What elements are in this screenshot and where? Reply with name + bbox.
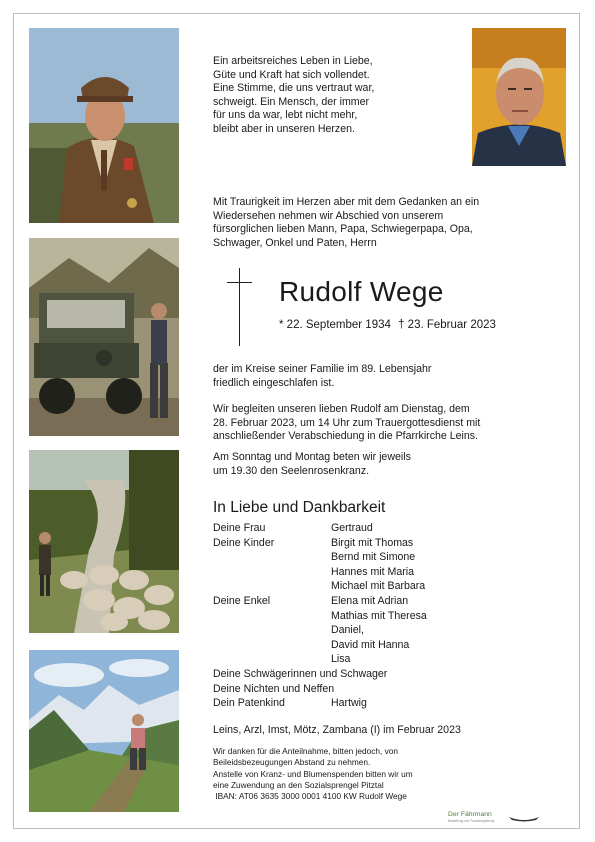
family-label: Dein Patenkind [213, 697, 285, 710]
family-name: David mit Hanna [331, 638, 410, 651]
family-label: Deine Schwägerinnen und Schwager [213, 667, 388, 680]
passing-text [213, 363, 543, 390]
family-name: Mathias mit Theresa [331, 609, 427, 622]
logo-tagline: Bestattung und Trauerbegleitung [448, 818, 495, 823]
rosary-line: Am Sonntag und Montag beten wir jeweils [213, 451, 411, 463]
photo-truck [29, 238, 179, 436]
thanks-line: Anstelle von Kranz- und Blumenspenden bitten wir um [213, 768, 413, 779]
logo-name: Der Fährmann [448, 811, 492, 818]
family-name: Hannes mit Maria [331, 565, 415, 578]
poem-line: bleibt aber in unseren Herzen. [213, 122, 355, 135]
birth-date: * 22. September 1934 [279, 319, 391, 331]
boat-icon [508, 814, 540, 822]
family-row-children [213, 536, 427, 594]
funeral-line: anschließender Verabschiedung in die Pfarrkirche Leins. [213, 430, 478, 443]
intro-line: fürsorglichen lieben Mann, Papa, Schwiegerpapa, Opa, [213, 223, 473, 236]
thanks-line: Beileidsbezeugungen Abstand zu nehmen. [213, 757, 371, 768]
place-date: Leins, Arzl, Imst, Mötz, Zambana (I) im Februar 2023 [213, 724, 461, 736]
life-dates [279, 318, 500, 332]
family-name: Hartwig [331, 697, 367, 710]
rosary-line: um 19.30 den Seelenrosenkranz. [213, 464, 370, 477]
poem-line: für uns da war, lebt nicht mehr, [213, 109, 358, 122]
family-name: Daniel, [331, 624, 364, 637]
photo-portrait-elderly [472, 28, 566, 166]
cross-icon [239, 268, 240, 346]
family-name: Lisa [331, 653, 351, 666]
family-list [213, 521, 427, 711]
death-date: † 23. Februar 2023 [398, 319, 496, 331]
passing-line: friedlich eingeschlafen ist. [213, 376, 335, 389]
photo-uniform-portrait [29, 28, 179, 223]
thanks-line: IBAN: AT06 3635 3000 0001 4100 KW Rudolf Wege [213, 791, 407, 802]
family-row-wife [213, 521, 427, 536]
poem-line: Ein arbeitsreiches Leben in Liebe, [213, 55, 373, 67]
poem-line: schweigt. Ein Mensch, der immer [213, 95, 370, 108]
family-name: Elena mit Adrian [331, 594, 409, 607]
rosary-text [213, 451, 543, 478]
poem-line: Eine Stimme, die uns vertraut war, [213, 82, 375, 95]
family-heading: In Liebe und Dankbarkeit [213, 499, 386, 516]
funeral-line: 28. Februar 2023, um 14 Uhr zum Trauergottesdienst mit [213, 416, 481, 429]
family-row-siblings-in-law [213, 667, 427, 682]
family-name: Gertraud [331, 522, 373, 534]
family-name: Bernd mit Simone [331, 551, 416, 564]
photo-sheep [29, 450, 179, 633]
thanks-text [213, 746, 493, 802]
passing-line: der im Kreise seiner Familie im 89. Lebensjahr [213, 363, 432, 375]
poem [213, 55, 423, 137]
photo-mountains [29, 650, 179, 812]
family-name: Michael mit Barbara [331, 580, 426, 593]
family-name: Birgit mit Thomas [331, 536, 414, 549]
deceased-name: Rudolf Wege [279, 276, 444, 307]
intro-line: Mit Traurigkeit im Herzen aber mit dem Gedanken an ein [213, 196, 480, 208]
family-label: Deine Enkel [213, 594, 271, 607]
funeral-line: Wir begleiten unseren lieben Rudolf am Dienstag, dem [213, 403, 470, 415]
thanks-line: eine Zuwendung an den Sozialsprengel Pitztal [213, 779, 384, 790]
family-row-godchild [213, 696, 427, 711]
intro-text [213, 196, 543, 250]
family-label: Deine Kinder [213, 536, 275, 549]
undertaker-logo [448, 811, 494, 823]
cross-icon-bar [227, 282, 252, 283]
family-label: Deine Nichten und Neffen [213, 682, 335, 695]
intro-line: Wiedersehen nehmen wir Abschied von unserem [213, 209, 444, 222]
intro-line: Schwager, Onkel und Paten, Herrn [213, 236, 377, 249]
family-label: Deine Frau [213, 522, 266, 534]
poem-line: Güte und Kraft hat sich vollendet. [213, 68, 370, 81]
family-row-nieces-nephews [213, 682, 427, 697]
funeral-text [213, 403, 553, 444]
thanks-line: Wir danken für die Anteilnahme, bitten jedoch, von [213, 746, 398, 756]
family-row-grandchildren [213, 594, 427, 667]
